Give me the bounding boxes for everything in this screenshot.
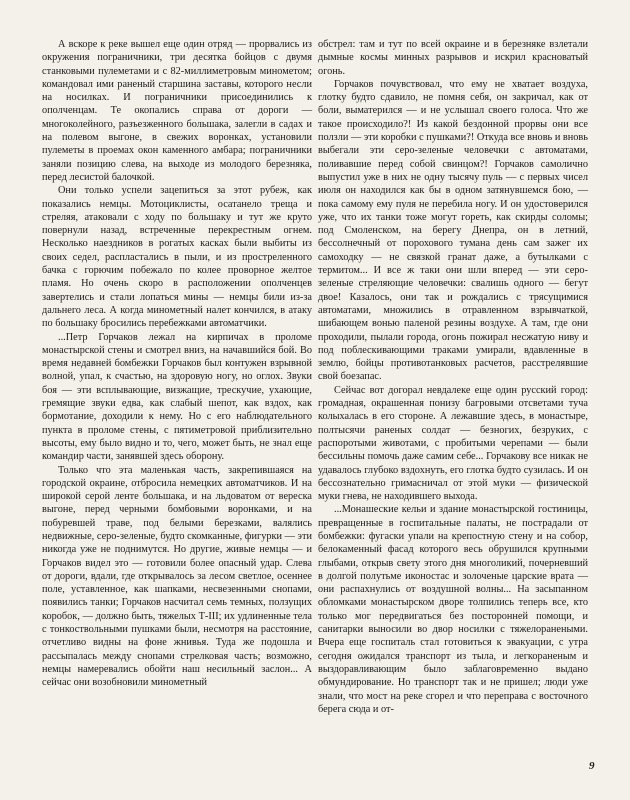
left-column xyxy=(42,38,312,690)
page-number: 9 xyxy=(589,760,595,772)
paragraph: Горчаков почувствовал, что ему не хватает воздуха, глотку будто сдавило, не помня себя, он закричал, как от боли, выматерился — и не услышал своего голоса. Что же такое происходило?! Из какой бездонной прорвы они все ползли — эти коробки с пушками?! Откуда все вновь и вновь выбегали эти серо-зеленые человечки с автоматами, поливавшие перед собой свинцом?! Горчаков самолично выпустил уже в них не одну тысячу пуль — с первых чисел июля он находился как бы в одном затянувшемся бою, — пока самому ему пуля не перебила ногу. И он удостоверился уже, что их танки тоже могут гореть, как скирды соломы; под Смоленском, на берегу Днепра, он в летний, бессолнечный от порохового тумана день сам зажег их самоходку — не связкой гранат даже, а бутылками с термитом... И все ж таки они шли вперед — эти серо-зеленые стреляющие человечки: свалишь одного — бегут двое! Казалось, они так и рождались с трясущимися автоматами, множились в отравленном взрывчаткой, шибающем вонью паленой резины воздухе. А там, где они проходили, пылали города, огонь пожирал несжатую ниву и под поблескивающими траками умирали, вдавленные в землю, бойцы противотанковых расчетов, расстрелявшие свой боезапас. xyxy=(318,78,588,383)
paragraph: ...Петр Горчаков лежал на кирпичах в проломе монастырской стены и смотрел вниз, на начавшийся бой. Во время недавней бомбежки Горчаков был контужен взрывной волной, упал, к счастью, на здоровую ногу, но оглох. Звуки боя — эти всплывающие, визжащие, трескучие, ухающие, гремящие звуки едва, как слабый шепот, как вздох, как бормотание, доходили к нему. Но с его наблюдательного пункта в проломе стены, с пятиметровой приблизительно высоты, ему было видно и то, чего, может быть, не знал еще командир части, занявшей здесь оборону. xyxy=(42,331,312,463)
paragraph: А вскоре к реке вышел еще один отряд — прорвались из окружения пограничники, три десятка бойцов с двумя станковыми пулеметами и с 82-миллиметровым минометом; командовал ими раненый старшина заставы, которого несли на носилках. И пограничники присоединились к ополченцам. Те окопались справа от дороги — многоколейного, разъезженного большака, залегли в садах и на полевом выгоне, в свежих воронках, установили пулеметы в проемах окон каменного амбара; пограничники заняли позицию слева, на выходе из молодого березняка, перед лесистой балочкой. xyxy=(42,39,312,183)
paragraph-continued: обстрел: там и тут по всей окраине и в березняке взлетали дымные космы минных разрывов и искрил красноватый огонь. xyxy=(318,39,588,77)
paragraph: ...Монашеские кельи и здание монастырской гостиницы, превращенные в госпитальные палаты, не пострадали от бомбежки: фугаски упали на крепостную стену и на собор, белокаменный фасад которого весь обрушился крупными глыбами, открыв свету этого дня многоликий, почерневший в долгой полутьме иконостас и золоченые царские врата — они распахнулись от воздушной волны... На засыпанном обломками монастырском дворе толпились теперь все, кто только мог передвигаться без посторонней помощи, и санитарки выносили во двор носилки с тяжелоранеными. Вчера еще госпиталь стал готовиться к эвакуации, с утра сегодня ожидался транспорт из тыла, и легкораненым и выздоравливающим было заблаговременно выдано обмундирование. Но транспорт так и не пришел; люди уже знали, что мост на реке сгорел и что переправа с восточного берега сюда и от- xyxy=(318,504,588,715)
paragraph: Они только успели зацепиться за этот рубеж, как показались немцы. Мотоциклисты, осатанело треща и стреляя, атаковали с ходу по большаку и тут же круто повернули назад, встреченные перекрестным огнем. Несколько наездников в рогатых касках были выбиты из своих седел, распластались в пыли, и из простреленного бачка с горючим побежало по колее проворное желтое пламя. Но очень скоро в расположении ополченцев завертелись и стали лопаться мины — немцы били из-за дальнего леса. А когда минометный налет кончился, в атаку по большаку бросились перебежками автоматчики. xyxy=(42,185,312,330)
paragraph: Только что эта маленькая часть, закрепившаяся на городской окраине, отбросила немецких автоматчиков. И на широкой серой ленте большака, и на льдоватом от вереска выгоне, перед черными бомбовыми воронками, и на побуревшей траве, под белыми березками, валялись недвижные, серо-зеленые, будто скомканные, фигурки — эти никогда уже не поднимутся. Но другие, живые немцы — и Горчаков видел это — готовили более опасный удар. Слева от дороги, вдали, где открывалось за лесом светлое, осеннее поле, уставленное, как шапками, несвезенными снопами, появились танки; Горчаков насчитал семь темных, ползущих коробок, — должно быть, тяжелых Т-III; их удлиненные тела с тонкоствольными пушками были, несмотря на расстояние, отчетливо видны на фоне жнивья. Туда же подошла и рассыпалась между снопами стрелковая часть; возможно, немцы намеревались обойти наш несильный заслон... А сейчас они возобновили минометный xyxy=(42,464,312,689)
paragraph: Сейчас вот догорал невдалеке еще один русский город: громадная, окрашенная понизу багровыми отсветами туча колыхалась в его стороне. А лежавшие здесь, в монастыре, полтысячи раненых солдат — безногих, безруких, с распоротыми животами, с пробитыми черепами — были бессильны помочь даже самим себе... Горчакову все никак не удавалось глубоко вздохнуть, его глотка будто сузилась. И он бессознательно гримасничал от этой муки — физической муки гнева, не находившего выхода. xyxy=(318,384,588,503)
right-column xyxy=(318,38,588,716)
